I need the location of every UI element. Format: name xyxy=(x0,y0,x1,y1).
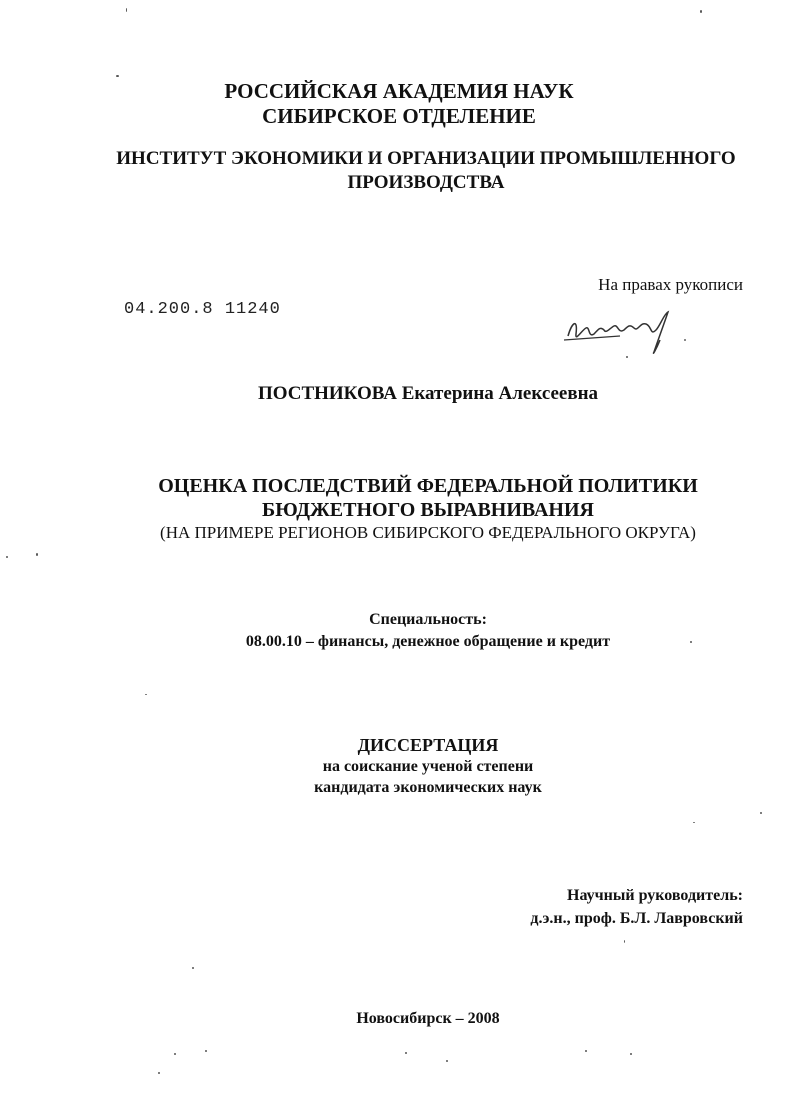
handwritten-signature xyxy=(560,300,690,360)
scan-speck xyxy=(630,1053,632,1055)
scan-speck xyxy=(624,940,625,943)
scan-speck xyxy=(192,967,194,969)
supervisor-section xyxy=(530,884,743,930)
scan-speck xyxy=(626,356,628,358)
institute-name-line1: ИНСТИТУТ ЭКОНОМИКИ И ОРГАНИЗАЦИИ ПРОМЫШЛЕННОГО xyxy=(116,148,736,169)
dissertation-title: ДИССЕРТАЦИЯ xyxy=(357,735,499,755)
topic-subtitle: (НА ПРИМЕРЕ РЕГИОНОВ СИБИРСКОГО ФЕДЕРАЛЬНОГО ОКРУГА) xyxy=(160,523,696,542)
specialty-label: Специальность: xyxy=(369,611,487,628)
supervisor-label: Научный руководитель: xyxy=(567,887,743,904)
scan-speck xyxy=(145,694,147,695)
scan-speck xyxy=(760,812,762,814)
institute-header xyxy=(27,147,798,195)
registration-stamp: 04.200.8 11240 xyxy=(124,300,281,319)
supervisor-name: д.э.н., проф. Б.Л. Лавровский xyxy=(530,910,743,927)
scan-speck xyxy=(700,10,702,13)
scan-speck xyxy=(116,75,119,77)
academy-branch: СИБИРСКОЕ ОТДЕЛЕНИЕ xyxy=(262,104,536,128)
place-year: Новосибирск – 2008 xyxy=(356,1010,500,1027)
scan-speck xyxy=(205,1050,207,1052)
scan-speck xyxy=(693,822,695,823)
author-name: ПОСТНИКОВА Екатерина Алексеевна xyxy=(257,383,599,404)
topic-line2: БЮДЖЕТНОГО ВЫРАВНИВАНИЯ xyxy=(262,499,594,521)
specialty-value: 08.00.10 – финансы, денежное обращение и кредит xyxy=(245,633,611,650)
dissertation-topic xyxy=(29,474,798,544)
scan-speck xyxy=(158,1072,160,1074)
scan-speck xyxy=(690,641,692,643)
degree-line1: на соискание ученой степени xyxy=(322,758,534,775)
scan-speck xyxy=(585,1050,587,1052)
scan-speck xyxy=(405,1052,407,1054)
specialty-section xyxy=(29,609,798,653)
scan-speck xyxy=(174,1053,176,1055)
scan-speck xyxy=(36,553,38,556)
scan-speck xyxy=(6,556,8,558)
degree-line2: кандидата экономических наук xyxy=(314,779,542,796)
institute-name-line2: ПРОИЗВОДСТВА xyxy=(347,172,505,193)
academy-name: РОССИЙСКАЯ АКАДЕМИЯ НАУК xyxy=(224,79,574,103)
topic-line1: ОЦЕНКА ПОСЛЕДСТВИЙ ФЕДЕРАЛЬНОЙ ПОЛИТИКИ xyxy=(158,475,698,497)
scan-speck xyxy=(446,1060,448,1062)
academy-header xyxy=(0,79,798,129)
dissertation-section xyxy=(29,735,798,798)
scan-speck xyxy=(126,8,127,12)
manuscript-note: На правах рукописи xyxy=(598,275,743,294)
